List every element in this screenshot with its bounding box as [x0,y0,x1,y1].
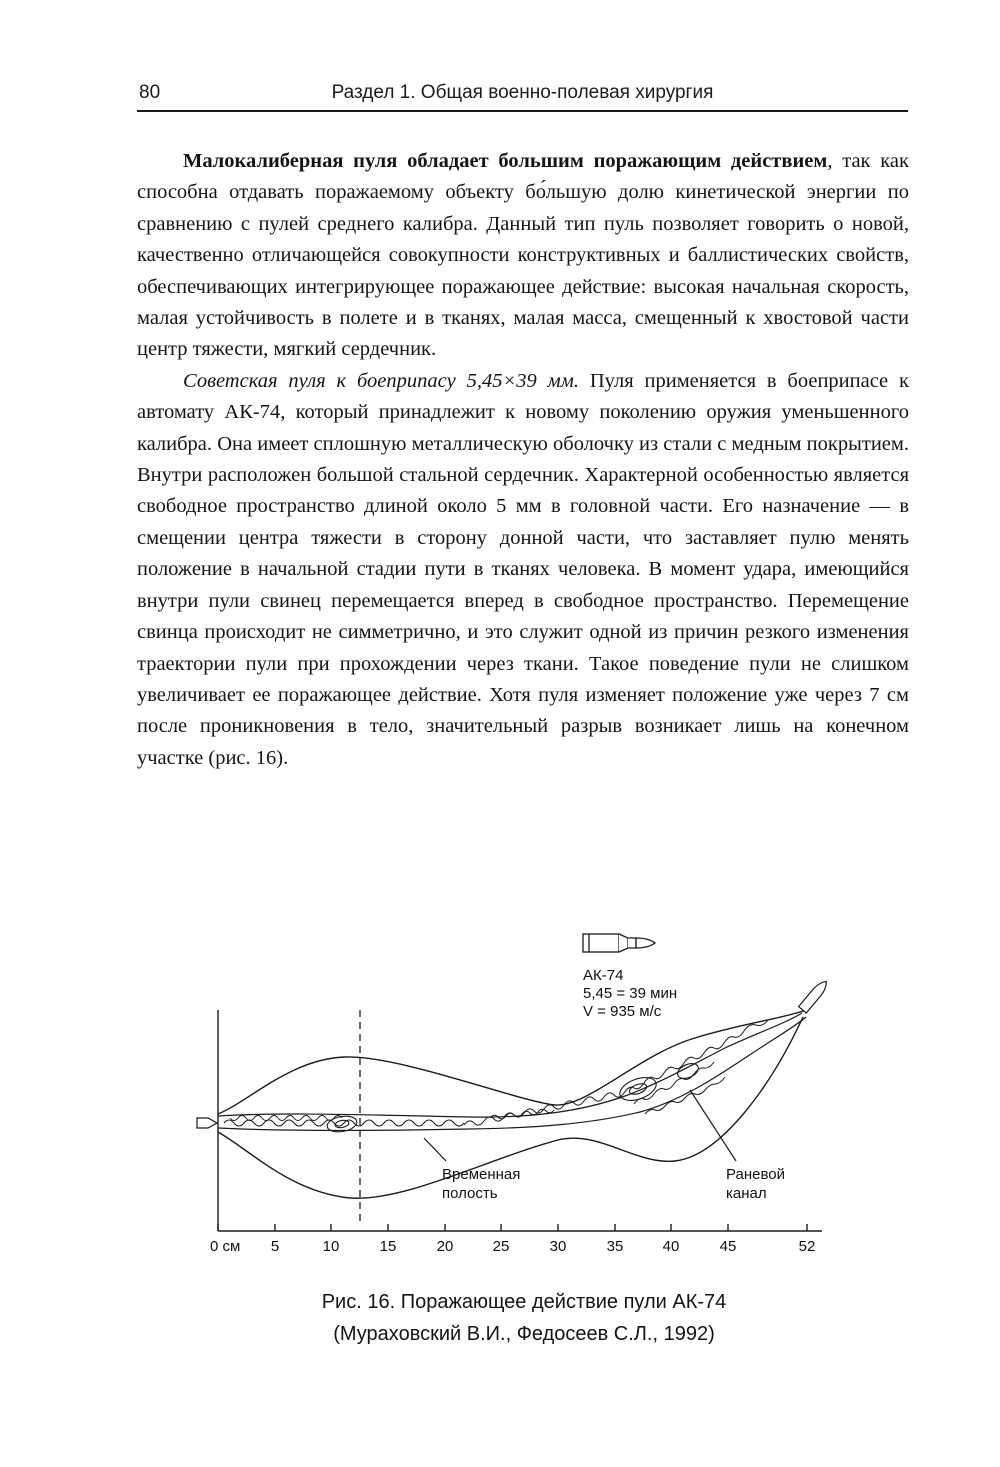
axis-tick-label: 20 [436,1238,454,1255]
distance-axis-labels [210,1238,815,1255]
axis-tick-label: 40 [662,1238,680,1255]
axis-tick-label: 0 см [210,1238,241,1255]
paragraph-body: Пуля применяется в боеприпасе к автомату АК-74, который принадлежит к новому поколению оружия уменьшенного калибра. Она имеет сплошную металлическую оболочку из стали с медным покрытием. Внутри расположен большой стальной сердечник. Характерной особенностью является свободное пространство длиной около 5 мм в головной части. Его назначение — в смещении центра тяжести в сторону донной части, что заставляет пулю менять положение в начальной стадии пути в тканях человека. В момент удара, имеющийся внутри пули свинец перемещается вперед в свободное пространство. Перемещение свинца происходит не симметрично, и это служит одной из причин резкого изменения траектории пули при прохождении через ткани. Такое поведение пули не слишком увеличивает ее поражающее действие. Хотя пуля изменяет положение уже через 7 см после проникновения в тело, значительный разрыв возникает лишь на конечном участке (рис. 16). [137,369,909,769]
wound-channel-label: Раневой [726,1166,785,1183]
section-title: Раздел 1. Общая военно-полевая хирургия [331,82,714,103]
wound-profile-diagram [190,918,840,1263]
paragraph-soviet-bullet [137,366,909,774]
distance-axis [218,1224,822,1231]
entry-bullet-icon [197,1118,217,1128]
temporary-cavity-label: полость [442,1185,498,1202]
wound-channel-label: канал [726,1185,767,1202]
wound-channel-pointer [690,1090,736,1161]
exit-bullet-icon [799,978,830,1013]
header-rule [137,110,908,112]
wound-channel-texture [224,1020,768,1126]
body-text [137,146,909,774]
paragraph-body: , так как способна отдавать поражаемому объекту бо́льшую долю кинетической энергии по сравнению с пулей среднего калибра. Данный тип пуль позволяет говорить о новой, качественно отличающейся совокупности конструктивных и баллистических свойств, обеспечивающих интегрирующее поражающее действие: высокая начальная скорость, малая устойчивость в полете и в тканях, малая масса, смещенный к хвостовой части центр тяжести, мягкий сердечник. [137,150,909,361]
ammo-name-label: АК-74 [583,967,624,984]
axis-tick-label: 5 [270,1238,280,1255]
axis-tick-label: 15 [379,1238,397,1255]
axis-tick-label: 52 [798,1238,816,1255]
paragraph-lead-bold: Малокалиберная пуля обладает большим поражающим действием [183,150,828,172]
axis-tick-label: 35 [606,1238,624,1255]
paragraph-small-caliber-bullet [137,146,909,366]
caption-line-2: (Мураховский В.И., Федосеев С.Л., 1992) [333,1323,715,1345]
ammo-caliber-label: 5,45 = 39 мин [583,985,678,1002]
axis-tick-label: 30 [549,1238,567,1255]
wound-channel-outline [218,1013,806,1130]
figure-caption [44,1286,1000,1350]
page-number: 80 [139,82,161,103]
axis-tick-label: 45 [719,1238,737,1255]
cartridge-icon [583,934,655,952]
channel-cavity-ovals [326,1061,701,1134]
temporary-cavity-label: Временная [442,1166,521,1183]
axis-tick-label: 10 [322,1238,340,1255]
running-header [137,82,908,108]
temporary-cavity-pointer [424,1138,446,1161]
caption-line-1: Рис. 16. Поражающее действие пули АК-74 [321,1291,727,1313]
axis-tick-label: 25 [492,1238,510,1255]
ammo-velocity-label: V = 935 м/с [583,1003,662,1020]
paragraph-lead-italic: Советская пуля к боеприпасу 5,45×39 мм. [183,369,579,392]
figure-16 [190,918,840,1263]
